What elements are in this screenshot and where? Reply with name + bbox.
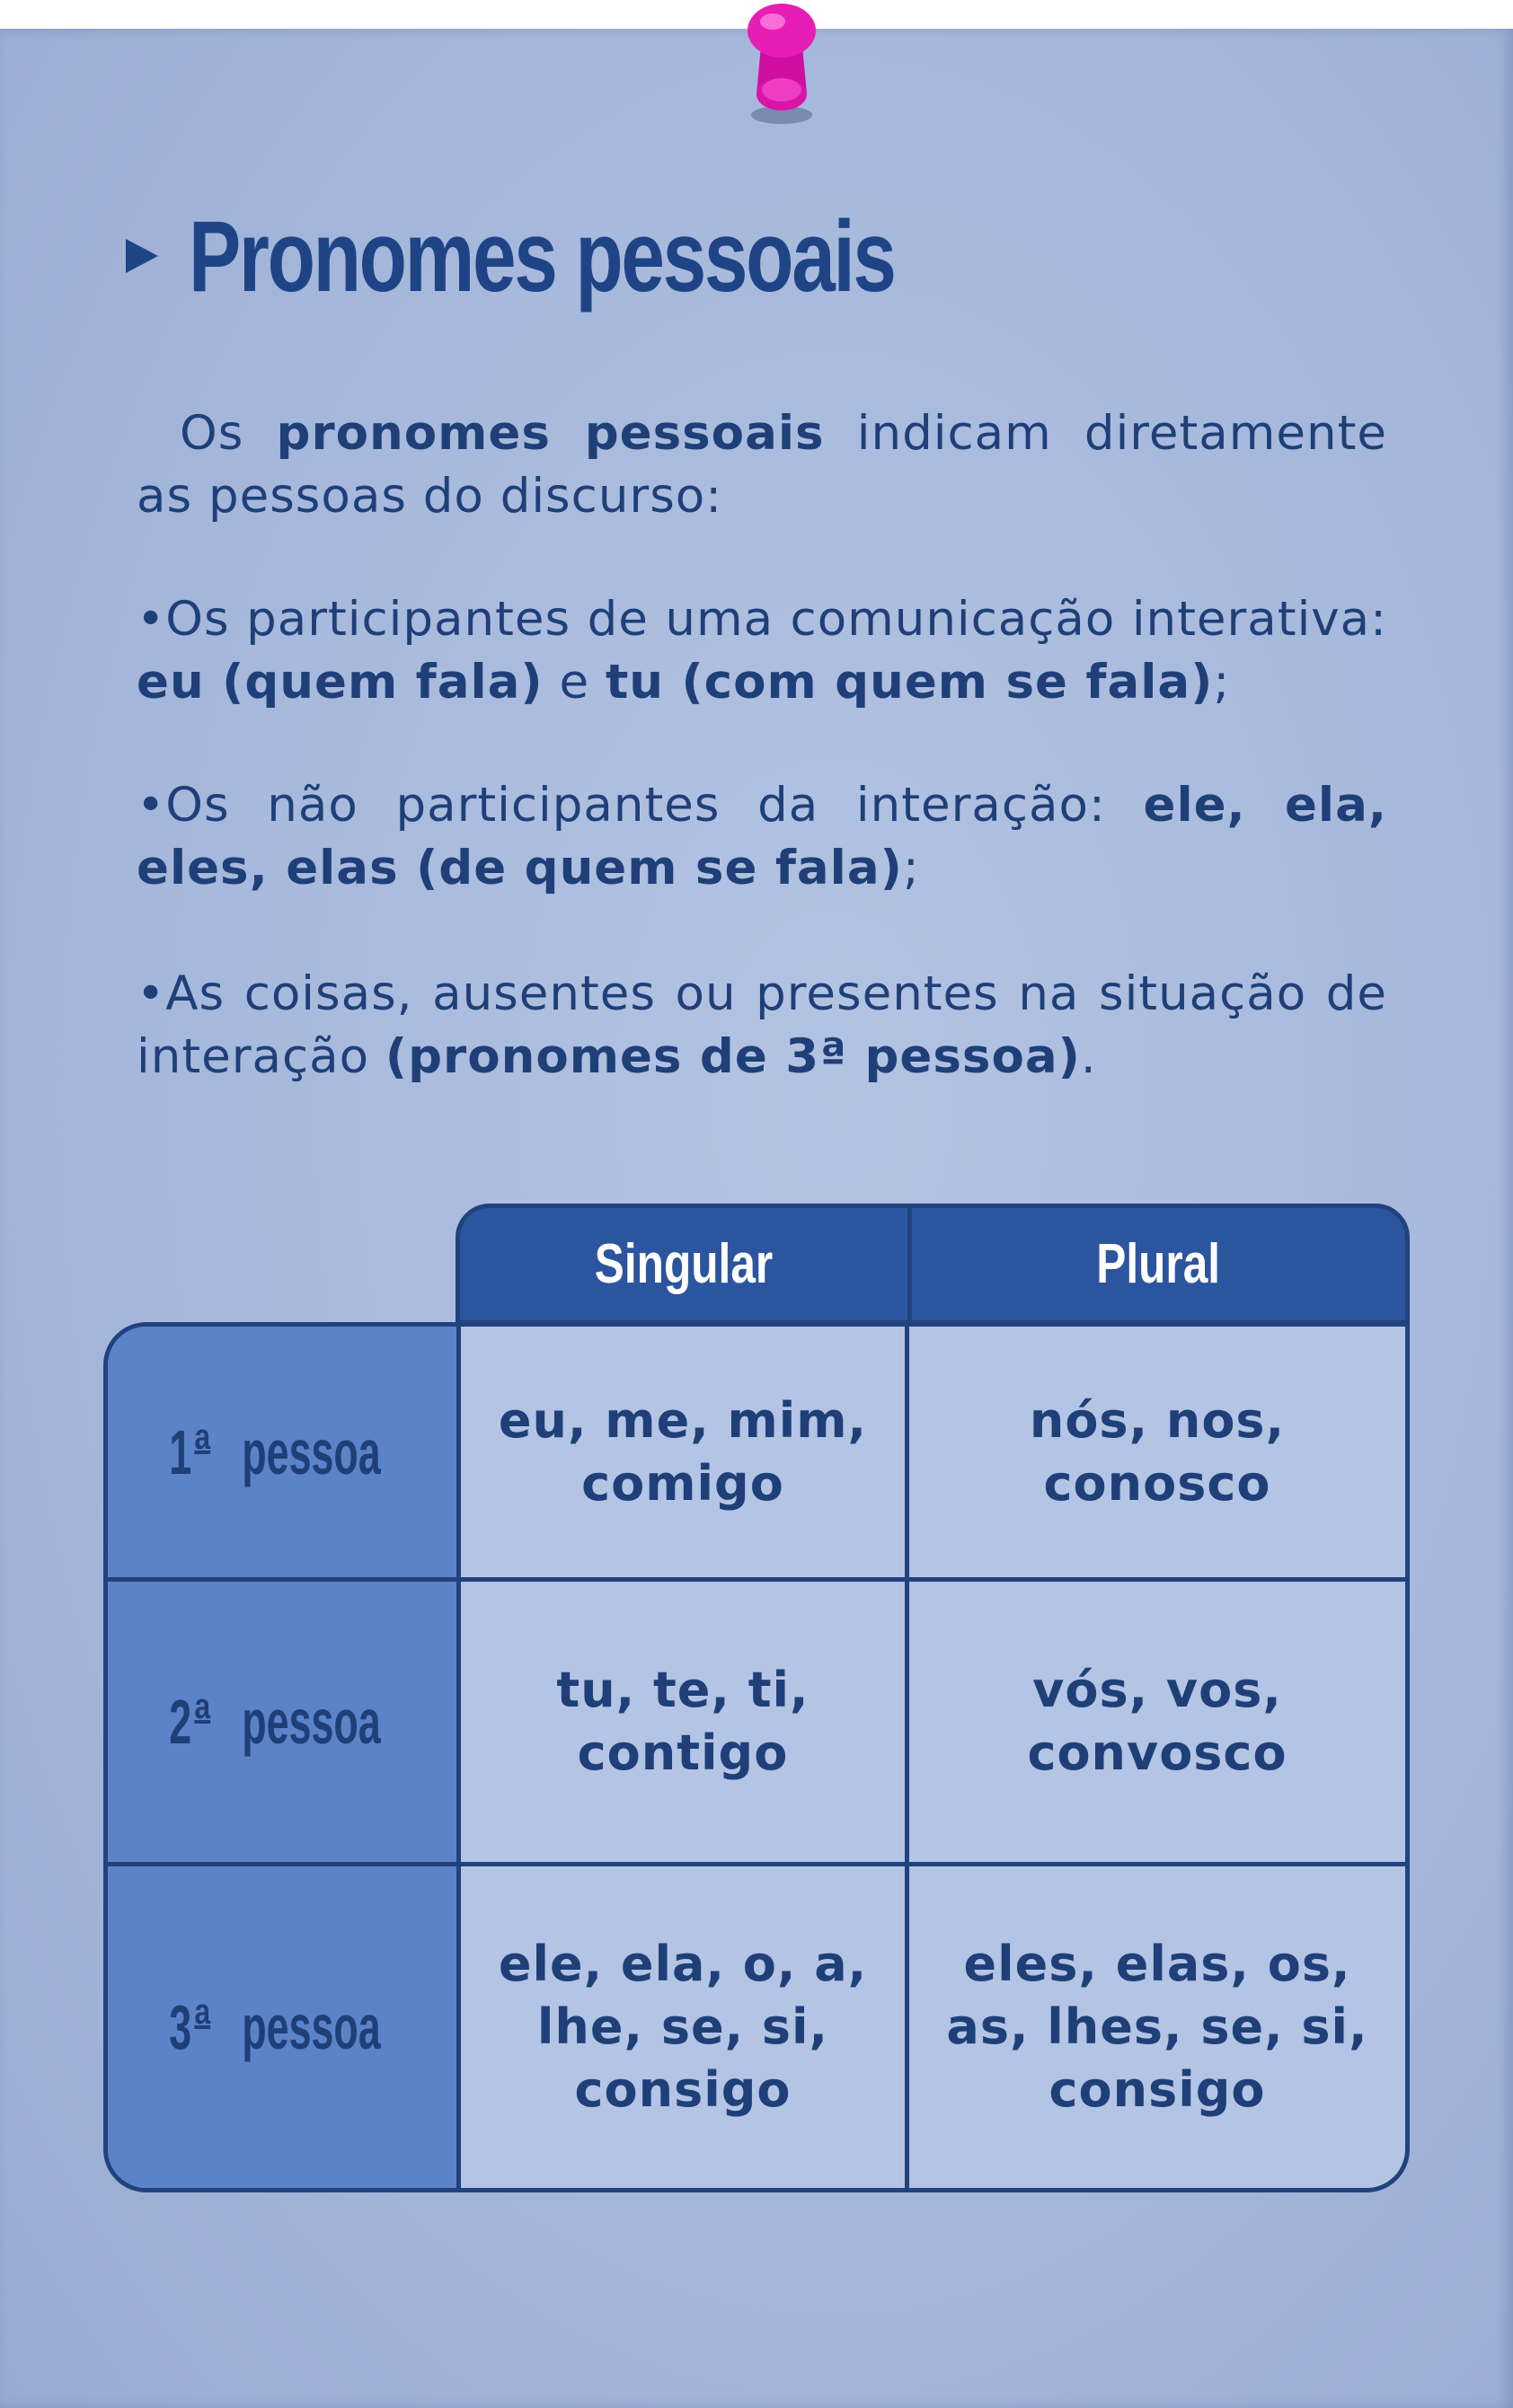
row-head-third-person: 3$^a$ pessoa	[108, 1866, 461, 2188]
pronoun-table	[103, 1322, 1410, 2192]
cell-second-plural: vós, vos, convosco	[909, 1582, 1405, 1866]
bullet-things: •As coisas, ausentes ou presentes na situação de interação (pronomes de 3ª pessoa).	[137, 966, 1387, 1084]
row-head-second-person: 2$^a$ pessoa	[108, 1582, 461, 1866]
cell-first-singular: eu, me, mim, comigo	[461, 1327, 909, 1582]
header-plural: Plural	[1096, 1233, 1221, 1295]
header-singular: Singular	[460, 1208, 912, 1320]
intro-paragraph: Os pronomes pessoais indicam diretamente as pessoas do discurso:	[137, 406, 1387, 524]
title-row	[126, 199, 1093, 313]
push-pin-icon	[710, 0, 854, 135]
cell-third-plural: eles, elas, os, as, lhes, se, si, consigo	[946, 1936, 1368, 2118]
triangle-bullet-icon	[126, 239, 158, 273]
bullet-participants: •Os participantes de uma comunicação interativa: eu (quem fala) e tu (com quem se fala);	[137, 592, 1387, 710]
cell-third-singular: ele, ela, o, a, lhe, se, si, consigo	[461, 1866, 909, 2188]
cell-first-plural: nós, nos, conosco	[909, 1327, 1405, 1582]
page-title: Pronomes pessoais	[189, 199, 895, 313]
table-header	[456, 1204, 1410, 1325]
row-head-first-person: 1$^a$ pessoa	[108, 1327, 461, 1582]
bullet-non-participants: •Os não participantes da interação: ele, ela, eles, elas (de quem se fala);	[137, 778, 1387, 895]
cell-second-singular: tu, te, ti, contigo	[461, 1582, 909, 1866]
